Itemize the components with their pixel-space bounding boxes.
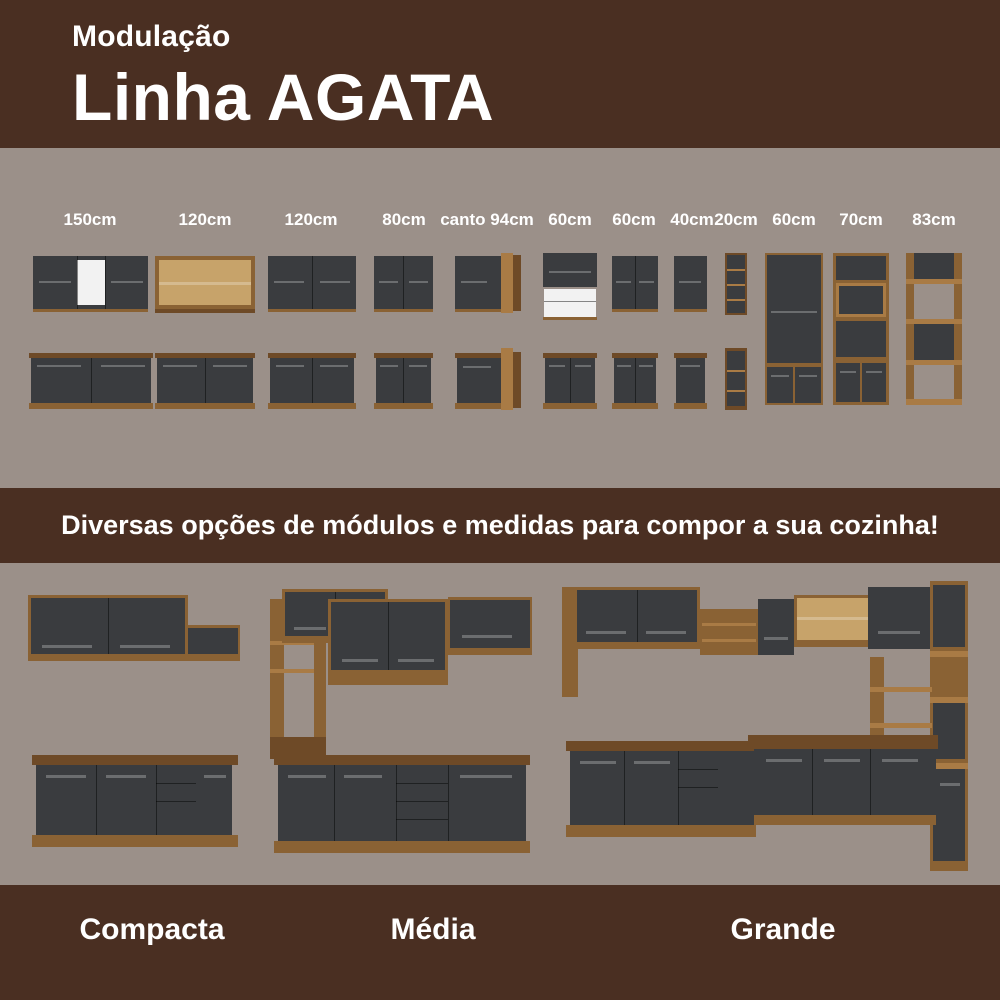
module-tall-60 — [765, 253, 823, 405]
module-size-label: 60cm — [772, 210, 816, 229]
module-tall-83 — [906, 253, 962, 405]
kitchen-grande — [562, 573, 972, 873]
module-upper-120 — [268, 256, 356, 309]
footer-label-grande: Grande — [730, 913, 836, 946]
module-size-label: 83cm — [912, 210, 956, 229]
module-base-60b — [612, 353, 658, 409]
module-size-label: 120cm — [178, 210, 232, 229]
header-kicker: Modulação — [72, 20, 231, 53]
module-size-label: 20cm — [714, 210, 758, 229]
module-base-80 — [374, 353, 433, 409]
module-base-120a — [155, 353, 255, 409]
module-upper-40 — [674, 256, 707, 309]
module-base-shelf-20 — [725, 348, 747, 410]
module-base-60a — [543, 353, 597, 409]
modules-band — [0, 148, 1000, 488]
header — [0, 0, 1000, 148]
module-base-120b — [268, 353, 356, 409]
module-size-labels — [0, 210, 1000, 234]
module-size-label: 80cm — [382, 210, 426, 229]
module-size-label: 60cm — [548, 210, 592, 229]
module-size-label: 150cm — [63, 210, 117, 229]
footer-label-media: Média — [390, 913, 476, 946]
footer-label-compacta: Compacta — [79, 913, 225, 946]
module-upper-60 — [612, 256, 658, 309]
module-upper-60-oven — [543, 253, 597, 321]
module-size-label: 60cm — [612, 210, 656, 229]
module-size-label: canto 94cm — [440, 210, 534, 229]
slogan-text: Diversas opções de módulos e medidas para compor a sua cozinha! — [61, 510, 939, 540]
module-upper-glass-120 — [155, 256, 255, 309]
footer — [0, 885, 1000, 1000]
module-upper-corner-94 — [455, 253, 523, 311]
module-tall-70 — [833, 253, 889, 405]
module-size-label: 40cm — [670, 210, 714, 229]
module-upper-150 — [33, 256, 148, 309]
module-size-label: 70cm — [839, 210, 883, 229]
module-upper-80 — [374, 256, 433, 309]
module-base-corner-94 — [455, 348, 523, 410]
module-base-40 — [674, 353, 707, 409]
kitchens-band — [0, 563, 1000, 885]
kitchen-compacta — [28, 583, 238, 863]
slogan-band — [0, 488, 1000, 563]
module-upper-shelf-20 — [725, 253, 747, 315]
module-base-150 — [29, 353, 153, 409]
kitchen-media — [270, 577, 538, 867]
module-size-label: 120cm — [284, 210, 338, 229]
page-title: Linha AGATA — [72, 60, 495, 134]
